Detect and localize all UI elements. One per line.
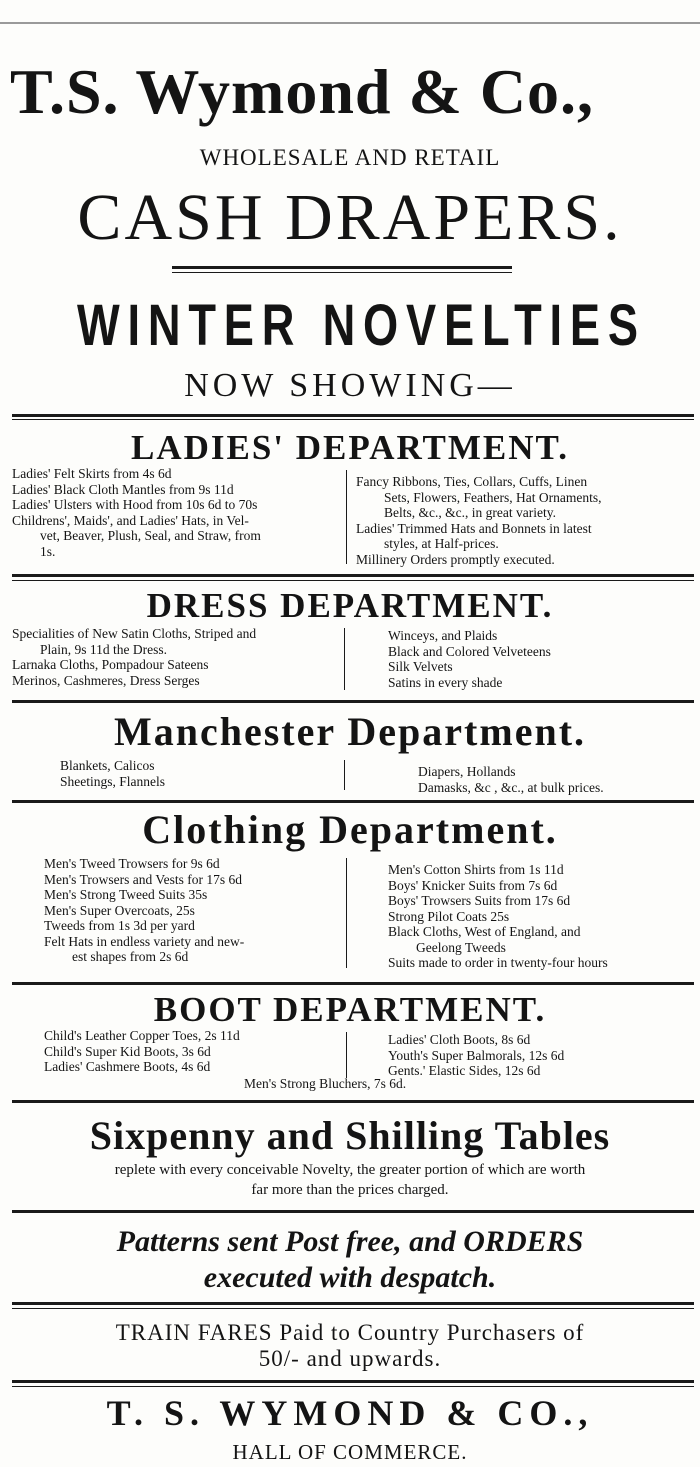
list-item: Child's Leather Copper Toes, 2s 11d — [44, 1028, 240, 1043]
rule — [12, 700, 694, 703]
list-item: Felt Hats in endless variety and new- — [44, 933, 245, 949]
column-divider — [346, 1032, 347, 1078]
list-item: Ladies' Ulsters with Hood from 10s 6d to 70s — [12, 497, 258, 512]
list-item: Ladies' Trimmed Hats and Bonnets in latest — [356, 520, 592, 536]
column-divider — [344, 628, 345, 690]
rule — [12, 1100, 694, 1103]
tables-line-1: replete with every conceivable Novelty, the greater portion of which are worth — [114, 1162, 586, 1178]
train-line-1: TRAIN FARES Paid to Country Purchasers of — [115, 1320, 585, 1345]
brand-name: T.S. Wymond & Co., — [10, 56, 595, 127]
dress-department-title: DRESS DEPARTMENT. — [146, 586, 554, 625]
ladies-right-list — [356, 474, 601, 567]
list-item: Millinery Orders promptly executed. — [356, 551, 555, 567]
list-item: Boys' Trowsers Suits from 17s 6d — [388, 893, 571, 908]
boot-department-title: BOOT DEPARTMENT. — [153, 990, 547, 1029]
list-item: Sheetings, Flannels — [60, 773, 165, 789]
rule — [12, 1210, 694, 1213]
list-item: Black and Colored Velveteens — [388, 643, 551, 659]
list-item: Men's Super Overcoats, 25s — [44, 902, 195, 918]
rule — [12, 414, 694, 417]
boot-left-list — [44, 1028, 240, 1075]
list-item: Gents.' Elastic Sides, 12s 6d — [388, 1063, 541, 1078]
dress-right-list — [388, 628, 551, 690]
list-item: Childrens', Maids', and Ladies' Hats, in Vel- — [12, 512, 249, 528]
rule — [12, 419, 694, 420]
tables-heading: Sixpenny and Shilling Tables — [89, 1113, 611, 1158]
manchester-department-title: Manchester Department. — [113, 709, 587, 754]
list-item: Satins in every shade — [388, 674, 503, 690]
list-item: Winceys, and Plaids — [388, 628, 498, 643]
rule — [12, 574, 694, 577]
dress-left-list — [12, 626, 256, 688]
season-heading: WINTER NOVELTIES — [77, 293, 646, 358]
short-rule-top — [172, 266, 512, 269]
list-item: Merinos, Cashmeres, Dress Serges — [12, 672, 200, 688]
list-item: Boys' Knicker Suits from 7s 6d — [388, 877, 558, 893]
list-item: Men's Trowsers and Vests for 17s 6d — [44, 871, 242, 887]
list-item: Belts, &c., &c., in great variety. — [384, 505, 556, 520]
list-item: Men's Tweed Trowsers for 9s 6d — [44, 856, 220, 871]
rule — [12, 800, 694, 803]
rule — [12, 1308, 694, 1309]
list-item: Strong Pilot Coats 25s — [388, 908, 510, 924]
top-rule — [0, 22, 700, 24]
list-item: Larnaka Cloths, Pompadour Sateens — [12, 657, 209, 672]
list-item: Ladies' Felt Skirts from 4s 6d — [12, 466, 172, 481]
list-item: est shapes from 2s 6d — [72, 949, 189, 964]
manchester-left-list — [60, 758, 165, 789]
list-item: Ladies' Cashmere Boots, 4s 6d — [44, 1059, 211, 1074]
list-item: Sets, Flowers, Feathers, Hat Ornaments, — [384, 489, 602, 505]
train-line-2: 50/- and upwards. — [258, 1346, 442, 1371]
list-item: 1s. — [40, 543, 56, 559]
rule — [12, 982, 694, 985]
list-item: Men's Strong Tweed Suits 35s — [44, 887, 208, 902]
ladies-left-list — [12, 466, 261, 559]
list-item: Silk Velvets — [388, 659, 453, 674]
tables-line-2: far more than the prices charged. — [251, 1182, 449, 1198]
list-item: Men's Cotton Shirts from 1s 11d — [388, 862, 564, 877]
list-item: styles, at Half-prices. — [384, 536, 499, 551]
list-item: Specialities of New Satin Cloths, Striped and — [12, 626, 257, 641]
list-item: Child's Super Kid Boots, 3s 6d — [44, 1043, 211, 1059]
headline: CASH DRAPERS. — [77, 181, 623, 254]
list-item: vet, Beaver, Plush, Seal, and Straw, from — [40, 528, 261, 543]
list-item: Blankets, Calicos — [60, 758, 155, 773]
patterns-line-1: Patterns sent Post free, and ORDERS — [116, 1225, 584, 1258]
clothing-department-title: Clothing Department. — [142, 807, 558, 852]
list-item: Fancy Ribbons, Ties, Collars, Cuffs, Linen — [356, 474, 588, 489]
rule — [12, 580, 694, 581]
list-item: Suits made to order in twenty-four hours — [388, 955, 608, 970]
list-item: Black Cloths, West of England, and — [388, 924, 581, 939]
boot-footer-item: Men's Strong Bluchers, 7s 6d. — [244, 1076, 407, 1091]
clothing-left-list — [44, 856, 244, 965]
rule — [12, 1386, 694, 1387]
list-item: Ladies' Cloth Boots, 8s 6d — [388, 1032, 531, 1047]
list-item: Tweeds from 1s 3d per yard — [44, 918, 195, 933]
subtitle: WHOLESALE AND RETAIL — [199, 145, 501, 170]
list-item: Geelong Tweeds — [416, 939, 506, 955]
list-item: Youth's Super Balmorals, 12s 6d — [388, 1047, 565, 1063]
clothing-right-list — [388, 862, 608, 971]
list-item: Diapers, Hollands — [418, 764, 516, 779]
list-item: Plain, 9s 11d the Dress. — [40, 641, 167, 657]
column-divider — [344, 760, 345, 790]
patterns-line-2: executed with despatch. — [203, 1261, 497, 1294]
tagline: NOW SHOWING— — [184, 367, 516, 404]
footer-brand: T. S. WYMOND & CO., — [106, 1393, 594, 1433]
rule — [12, 1380, 694, 1383]
boot-right-list — [388, 1032, 564, 1079]
footer-address: HALL OF COMMERCE. — [232, 1440, 468, 1464]
column-divider — [346, 858, 347, 968]
manchester-right-list — [418, 764, 604, 795]
ladies-department-title: LADIES' DEPARTMENT. — [130, 428, 570, 467]
list-item: Ladies' Black Cloth Mantles from 9s 11d — [12, 481, 234, 497]
short-rule-bottom — [172, 272, 512, 273]
rule — [12, 1302, 694, 1305]
list-item: Damasks, &c , &c., at bulk prices. — [418, 779, 604, 795]
column-divider — [346, 470, 347, 564]
